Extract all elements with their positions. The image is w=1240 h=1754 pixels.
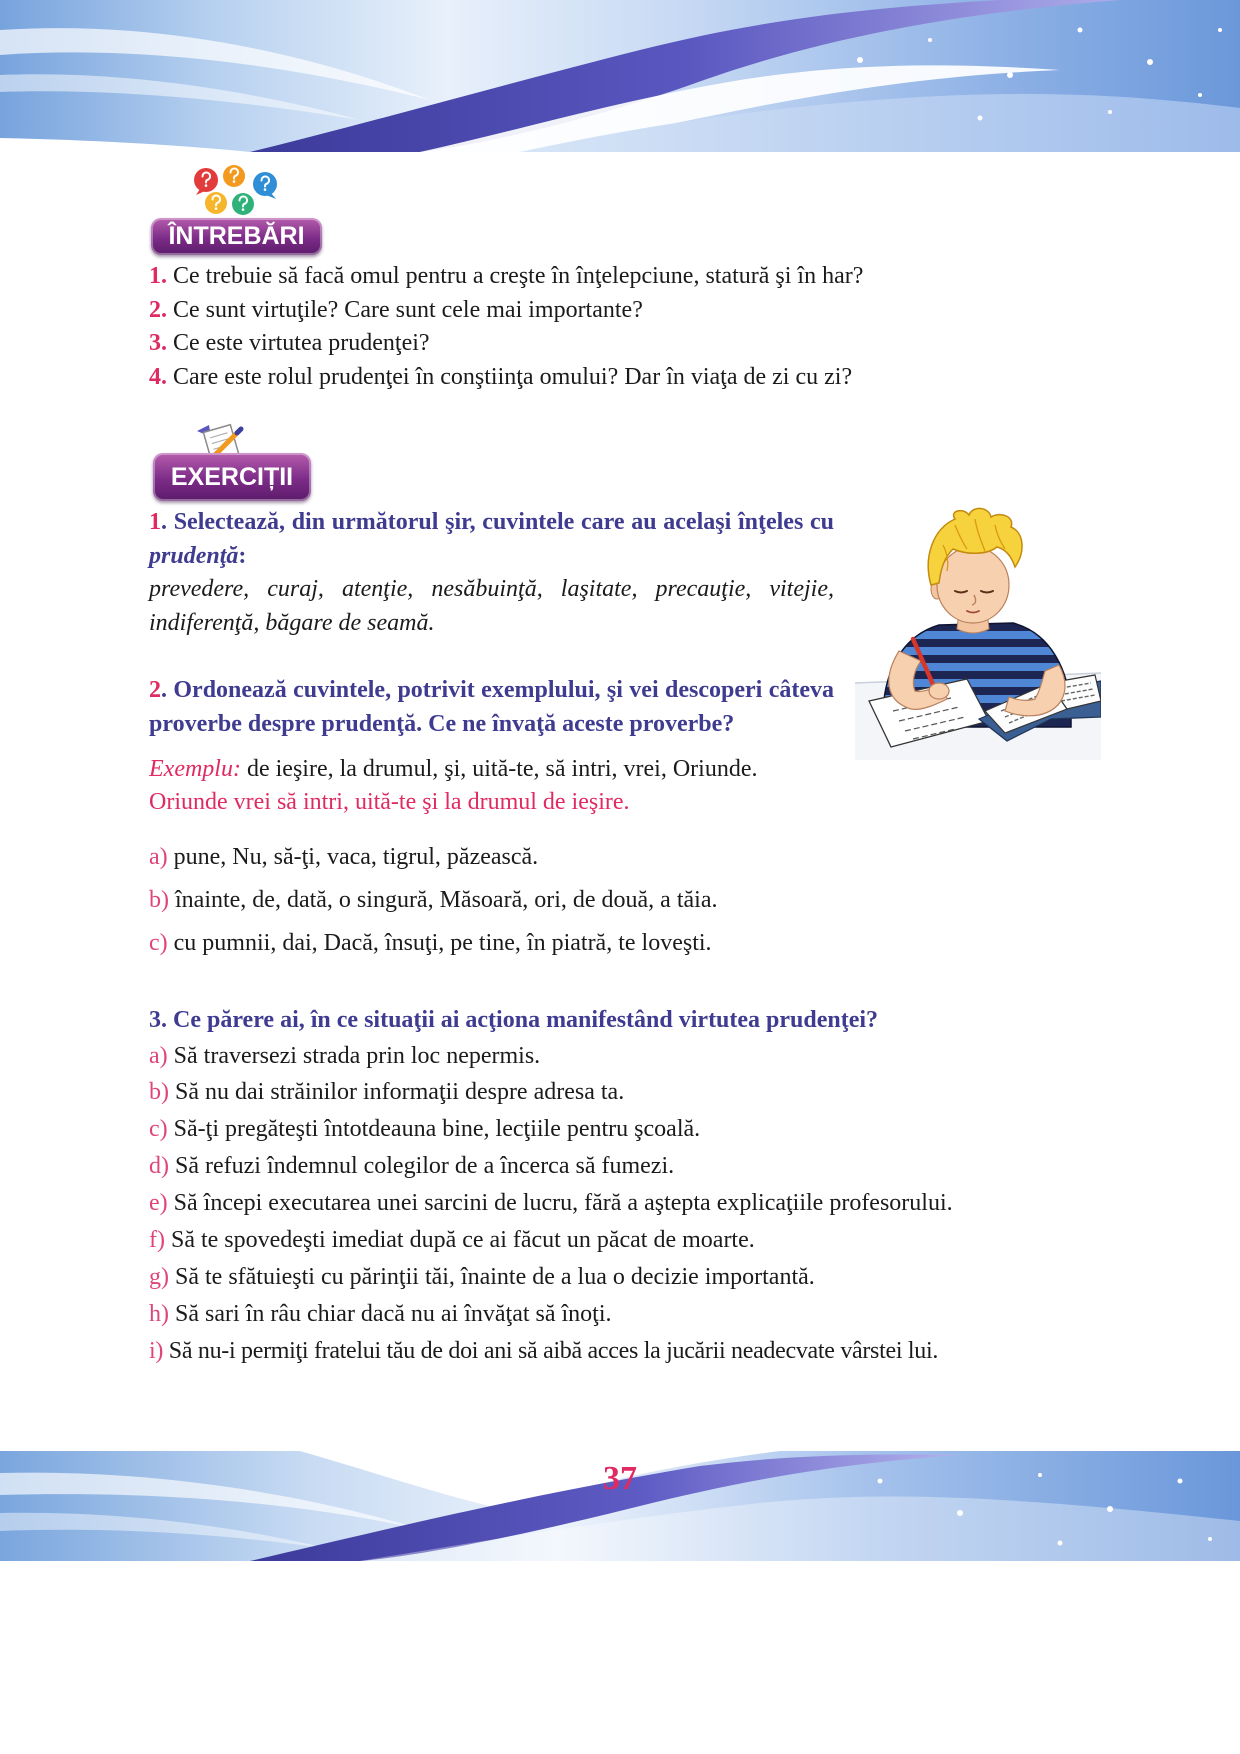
item-text: Să te sfătuieşti cu părinţii tăi, înainte de a lua o decizie importantă. (175, 1263, 815, 1290)
item-text: Să nu-i permiţi fratelui tău de doi ani să aibă acces la jucării neadecvate vârstei lui. (168, 1337, 939, 1364)
item-text: pune, Nu, să-ţi, vaca, tigrul, păzească. (173, 844, 539, 871)
bubble-blue (253, 172, 277, 199)
list-item (149, 1333, 1109, 1370)
list-item (149, 1222, 1109, 1259)
item-text: cu pumnii, dai, Dacă, însuţi, pe tine, în piatră, te loveşti. (173, 930, 712, 957)
exercise-2-text: . Ordonează cuvintele, potrivit exemplului, şi vei descoperi câteva proverbe despre prudenţă. Ce ne învaţă aceste proverbe? (149, 677, 834, 737)
exercise-2-number: 2 (149, 677, 161, 703)
question-text: Ce sunt virtuţile? Care sunt cele mai importante? (173, 296, 643, 323)
list-item (149, 1296, 1109, 1333)
list-item (149, 1074, 1109, 1111)
item-letter: g) (149, 1263, 169, 1290)
example-answer: Oriunde vrei să intri, uită-te şi la drumul de ieşire. (149, 789, 630, 815)
item-text: Să-ţi pregăteşti întotdeauna bine, lecţiile pentru şcoală. (173, 1116, 701, 1143)
item-letter: b) (149, 1079, 169, 1106)
item-letter: e) (149, 1190, 168, 1217)
proverb-list (149, 836, 1109, 965)
questions-list (149, 260, 1109, 394)
question-item (149, 294, 1109, 328)
exercise-1-prompt (149, 506, 834, 573)
item-letter: i) (149, 1337, 164, 1364)
item-letter: a) (149, 1042, 168, 1069)
question-number: 4. (149, 363, 167, 390)
list-item (149, 1111, 1109, 1148)
item-letter: f) (149, 1227, 165, 1254)
list-item (149, 1185, 1109, 1222)
list-item (149, 879, 1109, 922)
bubble-orange (223, 165, 245, 187)
question-text: Ce trebuie să facă omul pentru a creşte în înţelepciune, statură şi în har? (173, 263, 864, 289)
question-text: Care este rolul prudenţei în conştiinţa omului? Dar în viaţa de zi cu zi? (173, 363, 853, 390)
exercise-2-example (149, 753, 1109, 820)
exercise-1-number: 1 (149, 509, 161, 535)
item-letter: h) (149, 1300, 169, 1327)
item-text: înainte, de, dată, o singură, Măsoară, ori, de două, a tăia. (175, 887, 718, 914)
list-item (149, 1038, 1109, 1075)
questions-badge (151, 162, 322, 255)
example-label: Exemplu: (149, 755, 241, 782)
exercises-badge-label: EXERCIȚII (153, 453, 311, 501)
exercise-1-text: . Selectează, din următorul şir, cuvintele care au acelaşi înţeles cu (161, 509, 834, 535)
question-item (149, 361, 1109, 395)
exercise-2-prompt (149, 674, 834, 741)
question-bubbles-icon (151, 162, 322, 220)
item-letter: b) (149, 887, 169, 914)
exercise-1-colon: : (238, 542, 247, 569)
exercise-3-heading: 3. Ce părere ai, în ce situaţii ai acţiona manifestând virtutea prudenţei? (149, 1007, 879, 1033)
item-text: Să traversezi strada prin loc nepermis. (173, 1042, 541, 1069)
item-letter: c) (149, 930, 168, 957)
exercises-badge (153, 423, 311, 501)
bubble-red (194, 168, 218, 195)
question-text: Ce este virtutea prudenţei? (173, 330, 430, 356)
question-number: 1. (149, 263, 167, 289)
bubble-green (232, 193, 254, 215)
list-item (149, 1259, 1109, 1296)
list-item (149, 1148, 1109, 1185)
example-words: de ieşire, la drumul, şi, uită-te, să intri, vrei, Oriunde. (240, 755, 758, 782)
page-number: 37 (603, 1460, 637, 1497)
questions-badge-label: ÎNTREBĂRI (151, 218, 322, 255)
item-text: Să refuzi îndemnul colegilor de a încerca să fumezi. (175, 1153, 675, 1180)
exercises-content (149, 506, 1109, 1370)
exercise-1-word-list: prevedere, curaj, atenţie, nesăbuinţă, laşitate, precauţie, vitejie, indiferenţă, băgare de seamă. (149, 576, 834, 636)
list-item (149, 836, 1109, 879)
question-number: 2. (149, 296, 167, 323)
item-letter: d) (149, 1153, 169, 1180)
item-letter: c) (149, 1116, 168, 1143)
top-wave-banner (0, 0, 1240, 152)
bubble-amber (205, 192, 227, 214)
item-text: Să începi executarea unei sarcini de lucru, fără a aştepta explicaţiile profesorului. (173, 1190, 953, 1217)
example-line (149, 753, 1109, 787)
item-letter: a) (149, 844, 168, 871)
question-item (149, 327, 1109, 361)
item-text: Să te spovedeşti imediat după ce ai făcut un păcat de moarte. (170, 1227, 755, 1254)
situation-list (149, 1038, 1109, 1370)
item-text: Să sari în râu chiar dacă nu ai învăţat să înoţi. (175, 1300, 612, 1327)
item-text: Să nu dai străinilor informaţii despre adresa ta. (175, 1079, 625, 1106)
exercise-1-keyword: prudenţă (149, 542, 239, 569)
question-number: 3. (149, 330, 167, 356)
question-item (149, 260, 1109, 294)
list-item (149, 922, 1109, 965)
